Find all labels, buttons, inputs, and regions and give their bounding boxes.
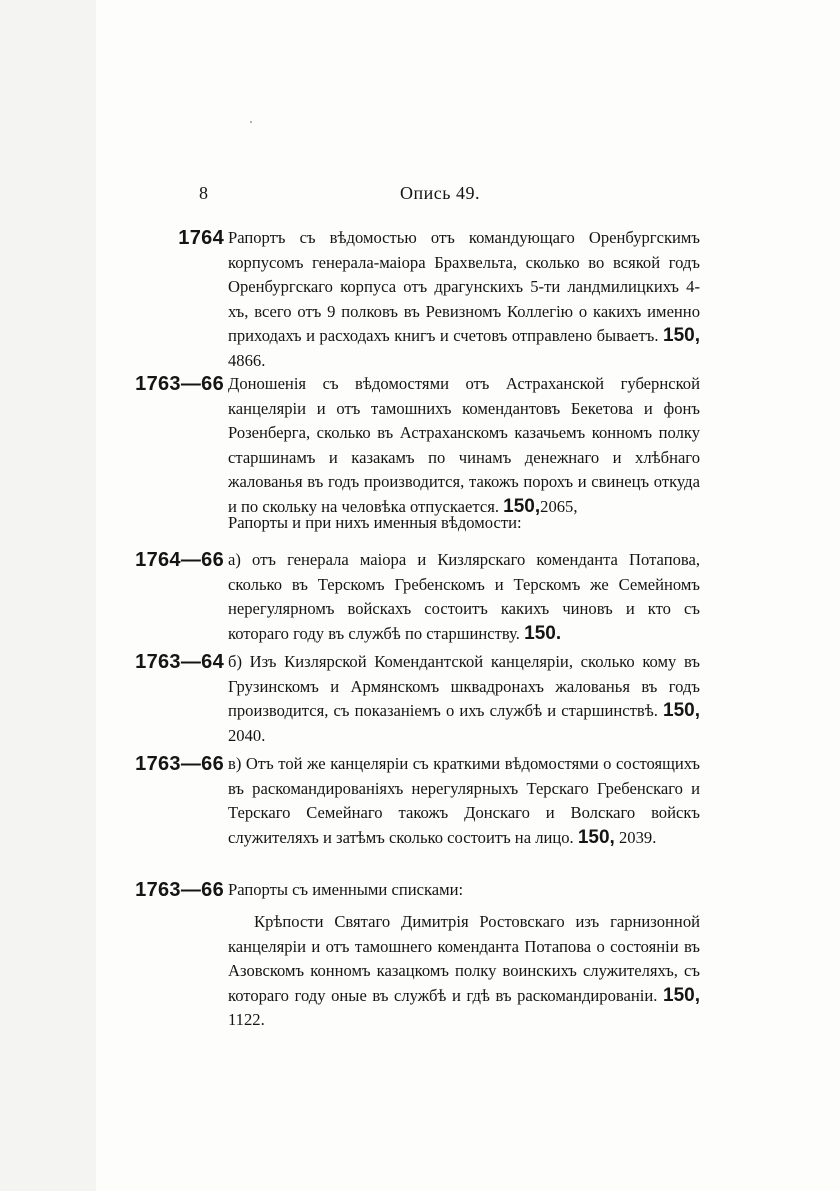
archive-item-ref: 1122. xyxy=(228,1010,265,1030)
scan-speck xyxy=(250,121,252,123)
entry-text xyxy=(228,548,700,646)
entry-1763-66-rostov xyxy=(112,878,702,903)
archive-fond-ref: 150, xyxy=(663,325,700,347)
entry-text xyxy=(228,650,700,748)
entry-year: 1763—64 xyxy=(135,651,224,673)
entry-description: Рапортъ съ вѣдомостью отъ командующаго Оренбургскимъ корпусомъ генерала-маіора Брахвельта, сколько во всякой годъ Оренбургскаго корпуса отъ драгунскихъ 5-ти ландмилицкихъ 4-хъ, всего отъ 9 полковъ въ Ревизномъ Коллегію о какихъ именно приходахъ и расходахъ книгъ и счетовъ отправлено бываетъ. xyxy=(228,228,700,346)
entry-text xyxy=(228,226,700,374)
entry-year: 1763—66 xyxy=(135,753,224,775)
entry-description: б) Изъ Кизлярской Комендантской канцеляріи, сколько кому въ Грузинскомъ и Армянскомъ шквадронахъ жалованья въ годъ производится, съ показаніемъ о ихъ службѣ и старшинствѣ. xyxy=(228,652,700,721)
section-heading: Рапорты и при нихъ именныя вѣдомости: xyxy=(228,513,522,532)
entry-description: Крѣпости Святаго Димитрія Ростовскаго изъ гарнизонной канцеляріи и отъ тамошнего коменданта Потапова о состояніи въ Азовскомъ конномъ казацкомъ полку воинскихъ служителяхъ, съ котораго году оные въ службѣ и гдѣ въ раскомандированіи. xyxy=(228,912,700,1005)
entry-description: Доношенія съ вѣдомостями отъ Астраханской губернской канцеляріи и отъ тамошнихъ комендантовъ Бекетова и фонъ Розенберга, сколько въ Астраханскомъ казачьемъ конномъ полку старшинамъ и казакамъ по чинамъ денежнаго и хлѣбнаго жалованья въ годъ производится, такожъ порохъ и свинецъ откуда и по скольку на человѣка отпускается. xyxy=(228,374,700,516)
entry-1763-66-kizlyar-irregular xyxy=(112,752,702,850)
entry-rostov-fortress xyxy=(112,910,702,1033)
entry-description: а) отъ генерала маіора и Кизлярскаго коменданта Потапова, сколько въ Терскомъ Гребенскомъ и Терскомъ же Семейномъ нерегулярномъ войскахъ состоитъ какихъ чиновъ и кто съ котораго году въ службѣ по старшинству. xyxy=(228,550,700,643)
archive-item-ref: 4866. xyxy=(228,350,266,370)
page-number: 8 xyxy=(199,183,208,203)
entry-year: 1764—66 xyxy=(135,549,224,571)
archive-fond-ref: 150, xyxy=(577,826,615,848)
archive-fond-ref: 150. xyxy=(524,622,562,644)
archive-fond-ref: 150, xyxy=(663,984,701,1006)
archive-item-ref: 2039. xyxy=(619,827,657,847)
entry-1763-64-kizlyar xyxy=(112,650,702,748)
archive-item-ref: 2040. xyxy=(228,725,266,745)
entry-year: 1763—66 xyxy=(135,373,224,395)
entry-subheading: Рапорты съ именными списками: xyxy=(228,880,464,899)
entry-1763-66-astrakhan xyxy=(112,372,702,520)
entry-text xyxy=(228,752,700,850)
page-title: Опись 49. xyxy=(400,183,480,203)
entry-1764 xyxy=(112,226,702,374)
archive-fond-ref: 150, xyxy=(503,495,541,517)
entry-year: 1763—66 xyxy=(135,879,224,901)
archive-item-ref: 2065, xyxy=(540,496,578,516)
entry-year: 1764 xyxy=(178,227,224,249)
scan-margin-shade xyxy=(0,0,96,1191)
entry-text xyxy=(228,910,700,1033)
entry-description: в) Отъ той же канцеляріи съ краткими вѣдомостями о состоящихъ въ раскомандированіяхъ нерегулярныхъ Терскаго Гребенскаго и Терскаго Семейнаго такожъ Донскаго и Волскаго войскъ служителяхъ и затѣмъ сколько состоитъ на лицо. xyxy=(228,754,700,847)
archive-fond-ref: 150, xyxy=(663,700,700,722)
entry-1764-66-kizlyar xyxy=(112,548,702,646)
entry-text xyxy=(228,372,700,520)
